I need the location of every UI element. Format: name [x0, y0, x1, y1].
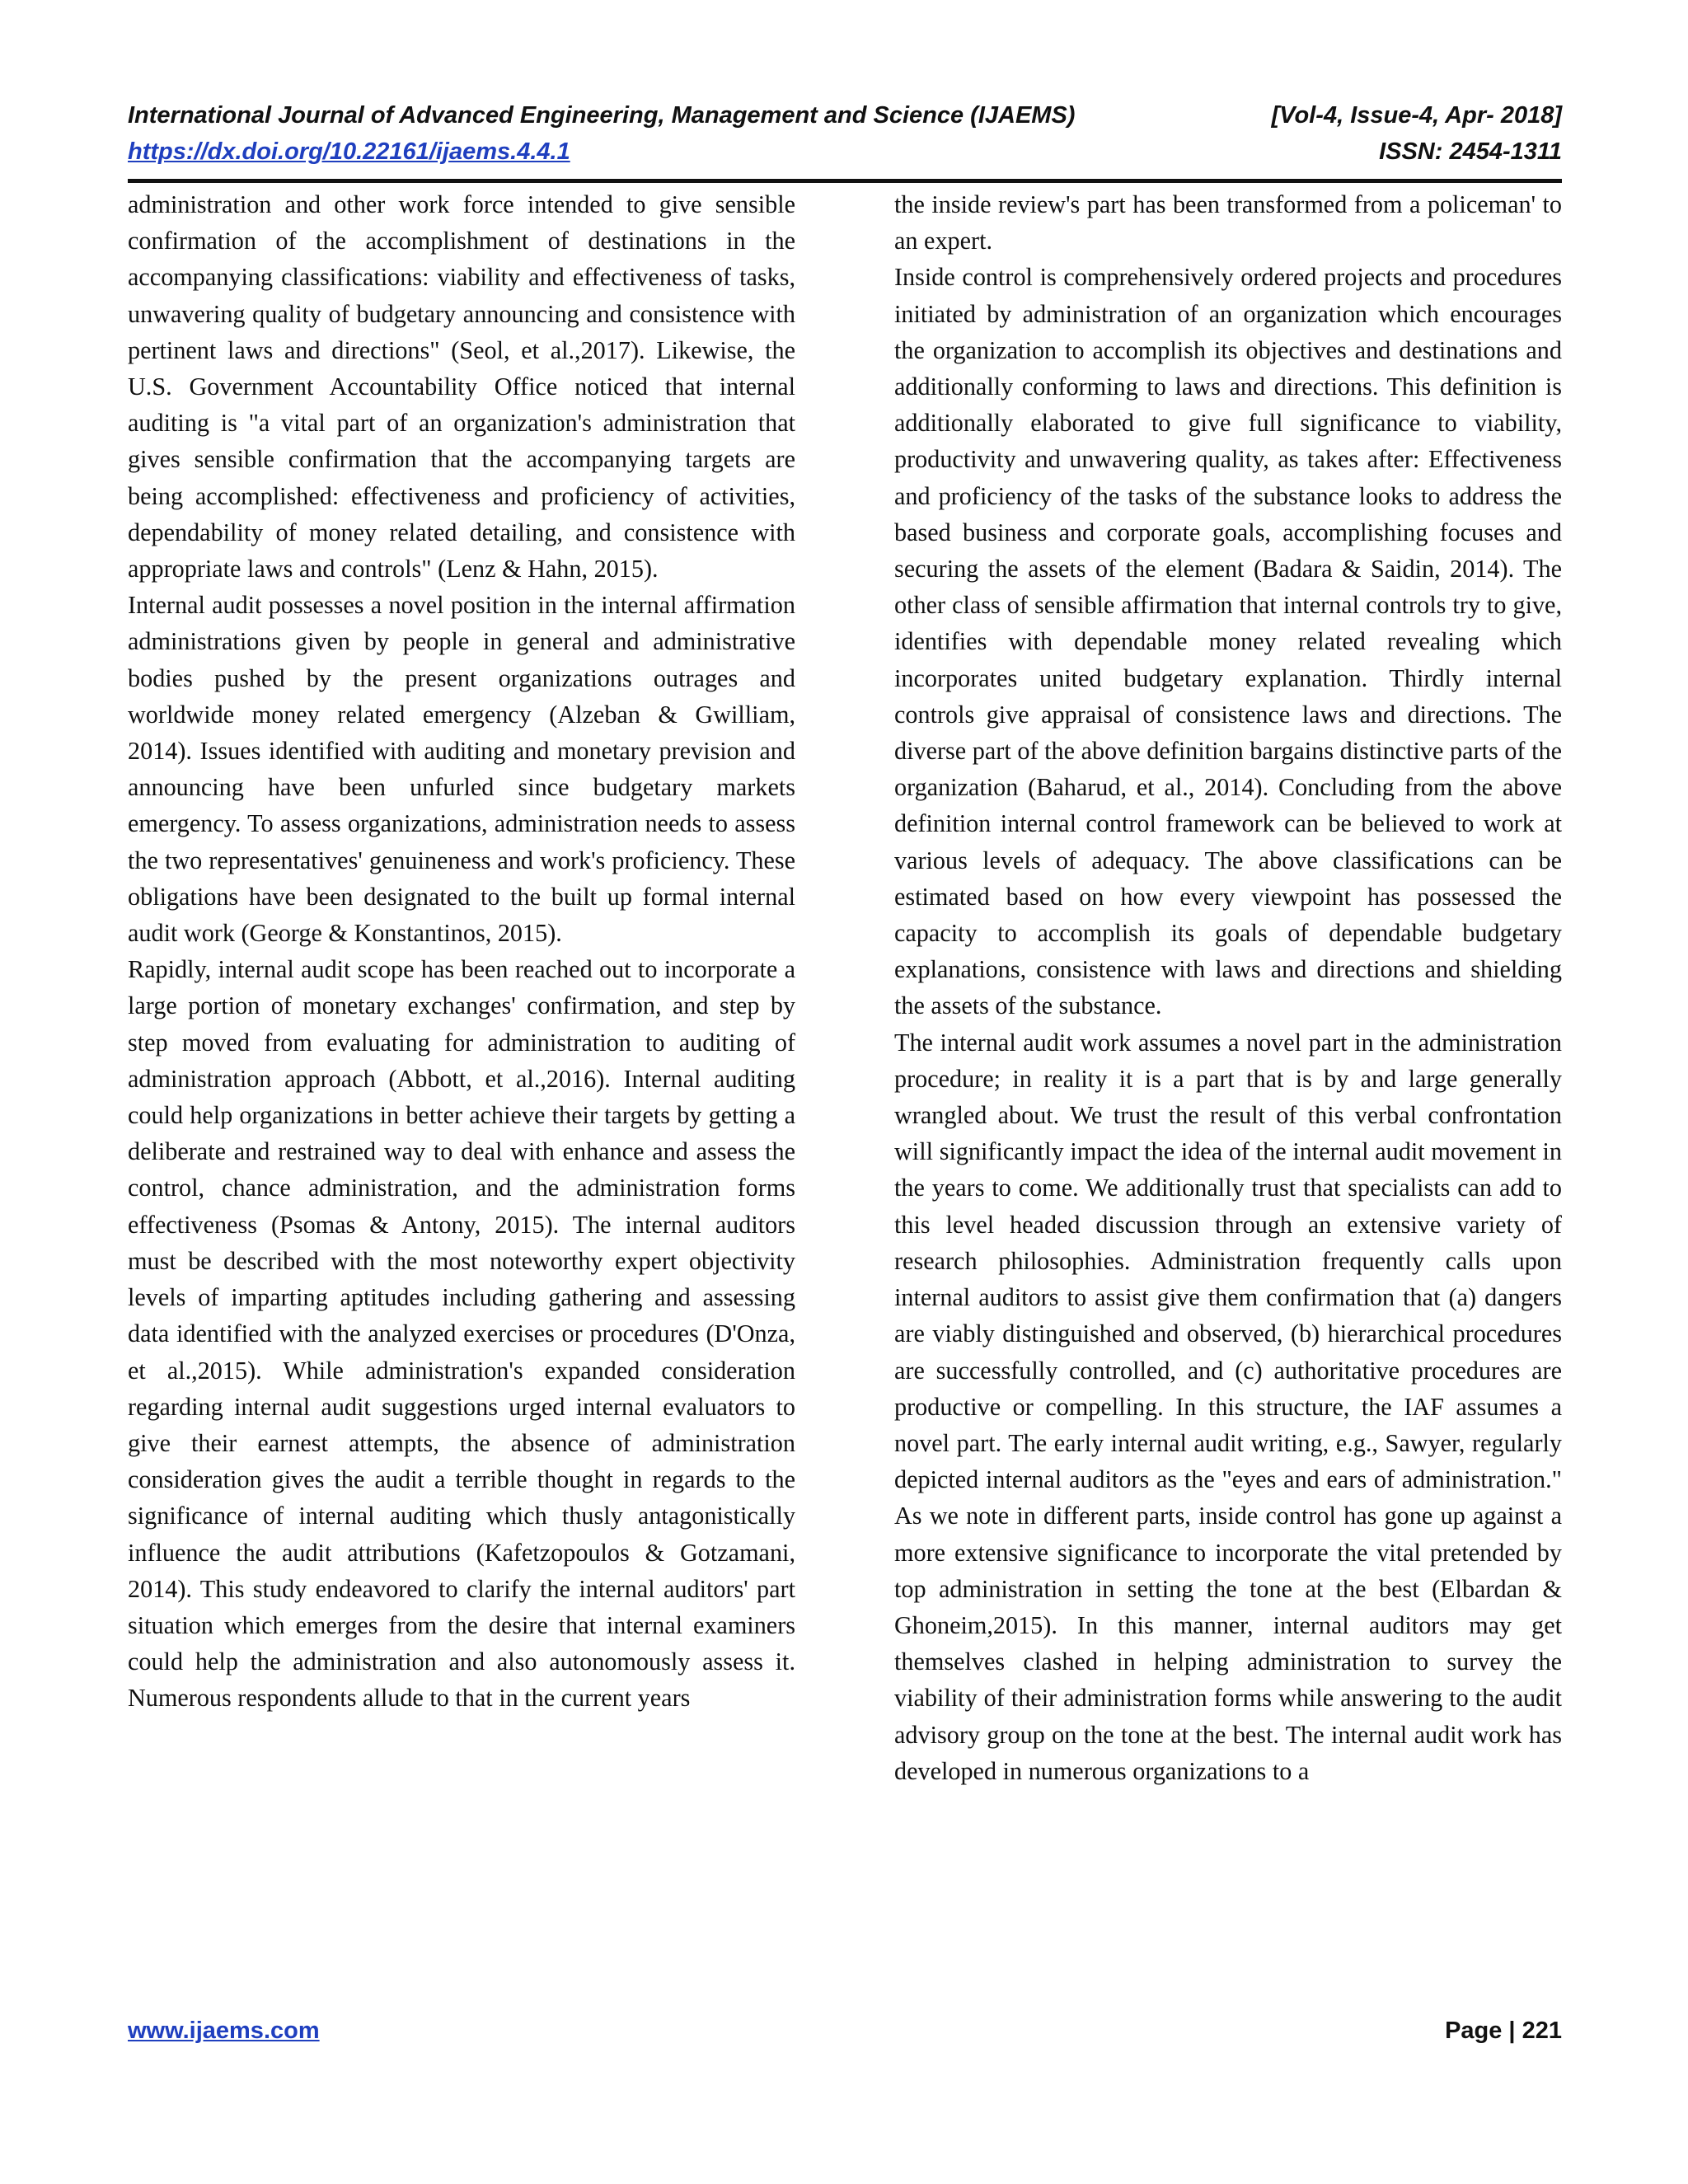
- left-column: [128, 186, 795, 1717]
- paragraph: administration and other work force intended to give sensible confirmation of the accomplishment of destinations in the accompanying classifications: viability and effectiveness of tasks, unwavering quality of budgetary announcing and consistence with pertinent laws and directions" (Seol, et al.,2017). Likewise, the U.S. Government Accountability Office noticed that internal auditing is "a vital part of an organization's administration that gives sensible confirmation that the accompanying targets are being accomplished: effectiveness and proficiency of activities, dependability of money related detailing, and consistence with appropriate laws and controls" (Lenz & Hahn, 2015).: [128, 190, 795, 583]
- website-link[interactable]: www.ijaems.com: [128, 2018, 320, 2044]
- page-footer: [128, 2018, 1562, 2045]
- header-row-bottom: [128, 134, 1562, 170]
- header-row-top: [128, 97, 1562, 134]
- paragraph: the inside review's part has been transformed from a policeman' to an expert.: [894, 190, 1562, 255]
- header-divider: [128, 179, 1562, 183]
- paragraph: Inside control is comprehensively ordered projects and procedures initiated by administration of an organization which encourages the organization to accomplish its objectives and destinations and additionally conforming to laws and directions. This definition is additionally elaborated to give full significance to viability, productivity and unwavering quality, as takes after: Effectiveness and proficiency of the tasks of the substance looks to address the based business and corporate goals, accomplishing focuses and securing the assets of the element (Badara & Saidin, 2014). The other class of sensible affirmation that internal controls try to give, identifies with dependable money related revealing which incorporates united budgetary explanation. Thirdly internal controls give appraisal of consistence laws and directions. The diverse part of the above definition bargains distinctive parts of the organization (Baharud, et al., 2014). Concluding from the above definition internal control framework can be believed to work at various levels of adequacy. The above classifications can be estimated based on how every viewpoint has possessed the capacity to accomplish its goals of dependable budgetary explanations, consistence with laws and directions and shielding the assets of the substance.: [894, 263, 1562, 1020]
- paragraph: The internal audit work assumes a novel part in the administration procedure; in reality it is a part that is by and large generally wrangled about. We trust the result of this verbal confrontation will significantly impact the idea of the internal audit movement in the years to come. We additionally trust that specialists can add to this level headed discussion through an extensive variety of research philosophies. Administration frequently calls upon internal auditors to assist give them confirmation that (a) dangers are viably distinguished and observed, (b) hierarchical procedures are successfully controlled, and (c) authoritative procedures are productive or compelling. In this structure, the IAF assumes a novel part. The early internal audit writing, e.g., Sawyer, regularly depicted internal auditors as the "eyes and ears of administration." As we note in different parts, inside control has gone up against a more extensive significance to incorporate the vital pretended by top administration in setting the tone at the best (Elbardan & Ghoneim,2015). In this manner, internal auditors may get themselves clashed in helping administration to survey the viability of their administration forms while answering to the audit advisory group on the tone at the best. The internal audit work has developed in numerous organizations to a: [894, 1028, 1562, 1785]
- paragraph: Internal audit possesses a novel position in the internal affirmation administrations given by people in general and administrative bodies pushed by the present organizations outrages and worldwide money related emergency (Alzeban & Gwilliam, 2014). Issues identified with auditing and monetary prevision and announcing have been unfurled since budgetary markets emergency. To assess organizations, administration needs to assess the two representatives' genuineness and work's proficiency. These obligations have been designated to the built up formal internal audit work (George & Konstantinos, 2015).: [128, 591, 795, 948]
- paragraph: Rapidly, internal audit scope has been reached out to incorporate a large portion of monetary exchanges' confirmation, and step by step moved from evaluating for administration to auditing of administration approach (Abbott, et al.,2016). Internal auditing could help organizations in better achieve their targets by getting a deliberate and restrained way to deal with enhance and assess the control, chance administration, and the administration forms effectiveness (Psomas & Antony, 2015). The internal auditors must be described with the most noteworthy expert objectivity levels of imparting aptitudes including gathering and assessing data identified with the analyzed exercises or procedures (D'Onza, et al.,2015). While administration's expanded consideration regarding internal audit suggestions urged internal evaluators to give their earnest attempts, the absence of administration consideration gives the audit a terrible thought in regards to the significance of internal auditing which thusly antagonistically influence the audit attributions (Kafetzopoulos & Gotzamani, 2014). This study endeavored to clarify the internal auditors' part situation which emerges from the desire that internal examiners could help the administration and also autonomously assess it. Numerous respondents allude to that in the current years: [128, 955, 795, 1713]
- page-header: [128, 97, 1562, 170]
- journal-title: International Journal of Advanced Engineering, Management and Science (IJAEMS): [128, 102, 1076, 129]
- issn: ISSN: 2454-1311: [1379, 138, 1562, 165]
- page-number: Page | 221: [1445, 2018, 1562, 2044]
- volume-issue: [Vol-4, Issue-4, Apr- 2018]: [1271, 102, 1562, 129]
- doi-link[interactable]: https://dx.doi.org/10.22161/ijaems.4.4.1: [128, 138, 570, 165]
- right-column: [894, 186, 1562, 1789]
